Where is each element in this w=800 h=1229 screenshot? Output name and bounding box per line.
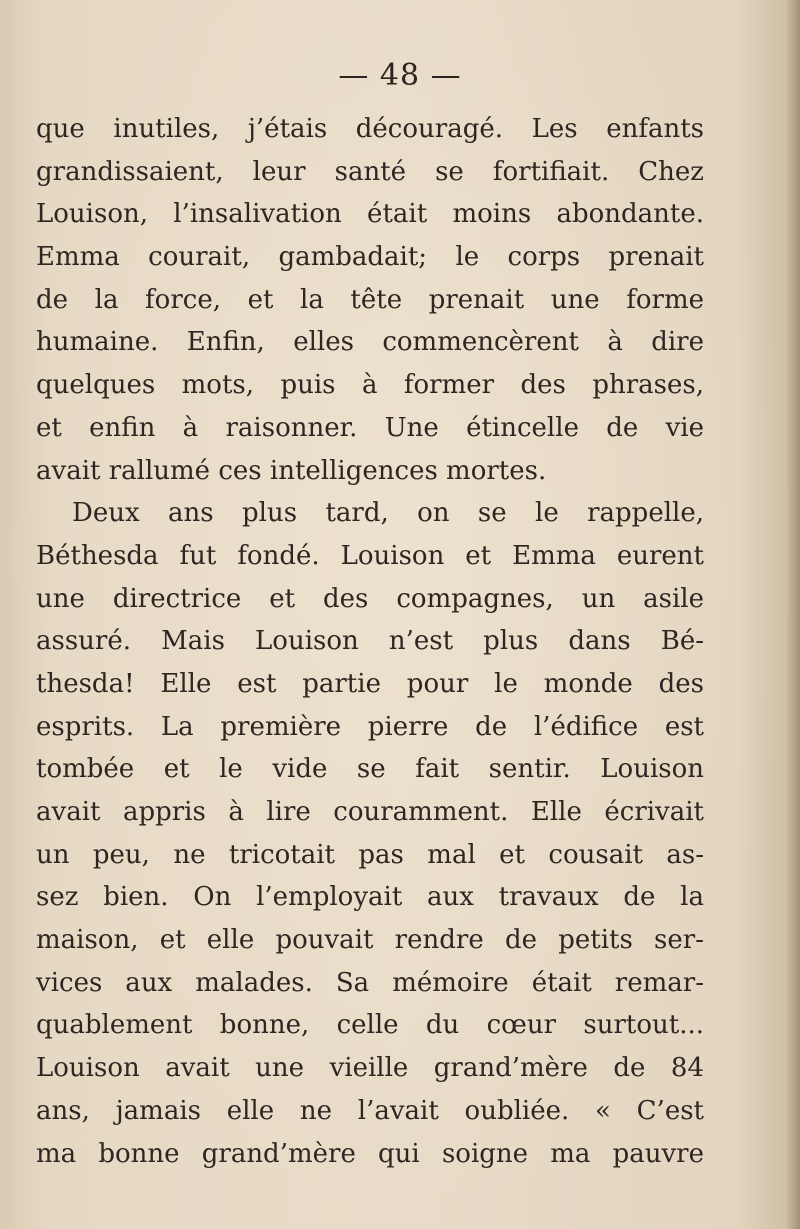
text-line: humaine. Enfin, elles commencèrent à dire [36, 327, 704, 358]
text-line: Louison avait une vieille grand’mère de 84 [36, 1053, 704, 1084]
text-line: ans, jamais elle ne l’avait oubliée. « C’est [36, 1095, 704, 1126]
text-line: tombée et le vide se fait sentir. Louison [36, 754, 704, 785]
text-line: un peu, ne tricotait pas mal et cousait as- [36, 839, 704, 870]
text-line: sez bien. On l’employait aux travaux de la [36, 882, 704, 913]
text-line: Emma courait, gambadait; le corps prenait [36, 242, 704, 273]
text-line: Louison, l’insalivation était moins abondante. [36, 199, 704, 230]
text-line: grandissaient, leur santé se fortifiait. Chez [36, 156, 704, 187]
text-line: esprits. La première pierre de l’édifice est [36, 711, 704, 742]
text-line: maison, et elle pouvait rendre de petits ser- [36, 925, 704, 956]
text-line: avait rallumé ces intelligences mortes. [36, 455, 547, 486]
page-number: — 48 — [338, 58, 462, 93]
text-line: que inutiles, j’étais découragé. Les enfants [36, 114, 704, 144]
text-line: Béthesda fut fondé. Louison et Emma eurent [36, 540, 704, 571]
text-line: une directrice et des compagnes, un asile [36, 583, 704, 614]
text-line: Deux ans plus tard, on se le rappelle, [72, 498, 704, 529]
text-line: ma bonne grand’mère qui soigne ma pauvre [36, 1138, 704, 1169]
text-line: assuré. Mais Louison n’est plus dans Bé- [36, 626, 704, 657]
text-line: et enfin à raisonner. Une étincelle de vie [36, 412, 704, 443]
text-line: avait appris à lire couramment. Elle écrivait [36, 797, 704, 827]
text-line: de la force, et la tête prenait une forme [36, 284, 704, 315]
body-text [36, 108, 704, 1175]
text-line: vices aux malades. Sa mémoire était remar- [36, 967, 704, 998]
text-line: thesda! Elle est partie pour le monde des [36, 668, 704, 699]
text-line: quablement bonne, celle du cœur surtout... [36, 1010, 704, 1041]
text-line: quelques mots, puis à former des phrases, [36, 370, 704, 401]
page-edge-shadow [786, 0, 800, 1229]
